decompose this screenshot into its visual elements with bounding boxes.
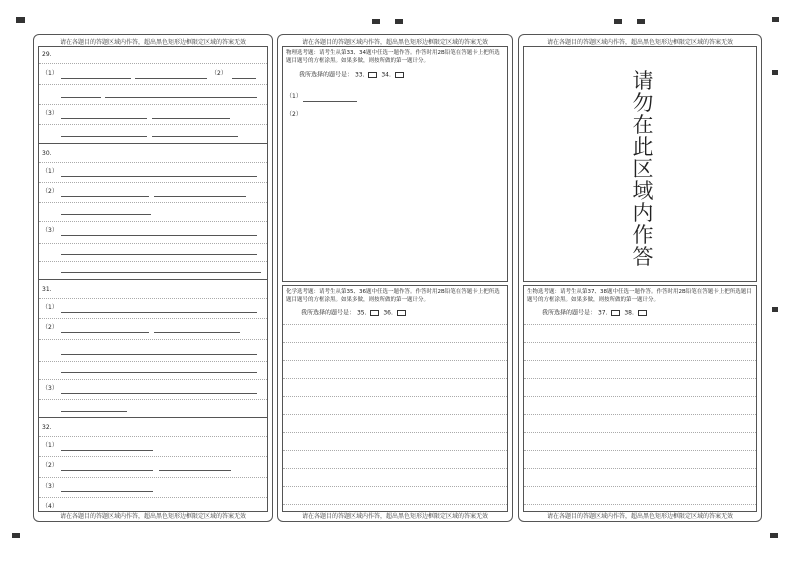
q32-answer-line[interactable] [61,470,153,471]
answer-line[interactable] [524,342,756,343]
divider [39,379,267,380]
no-answer-char: 请 [632,69,654,93]
physics-part-2-label: （2） [286,111,302,118]
q29-answer-line[interactable] [61,136,147,137]
physics-option-34-label: 34. [381,71,391,79]
answer-line[interactable] [283,396,507,397]
q29-answer-line[interactable] [152,118,230,119]
q29-part-2-label: （2） [211,70,227,77]
answer-line[interactable] [283,432,507,433]
answer-line[interactable] [524,450,756,451]
timing-mark [614,19,622,24]
q31-answer-line[interactable] [61,411,127,412]
q30-answer-line[interactable] [61,196,149,197]
option-36-checkbox[interactable] [397,310,406,316]
answer-line[interactable] [524,414,756,415]
q29-answer-line[interactable] [61,78,131,79]
physics-choice-label: 我所选择的题号是： [299,71,354,79]
section-divider [39,279,267,280]
no-answer-char: 内 [632,201,654,225]
q30-answer-line[interactable] [154,196,246,197]
biology-option-38-label: 38. [624,309,634,317]
chemistry-instructions: 化学选考题：请考生从第35、36题中任选一题作答。作答时用2B铅笔在答题卡上把所选题目题号的方框涂黑。如果多做，则按所做的第一题计分。 [286,289,500,303]
physics-choice-row [299,72,406,79]
q32-answer-line[interactable] [159,470,231,471]
timing-mark [395,19,403,24]
chemistry-option-35-label: 35. [356,309,367,317]
answer-line[interactable] [283,360,507,361]
divider [39,361,267,362]
column-notice-bottom: 请在各题目的答题区域内作答，超出黑色矩形边框限定区域的答案无效 [301,513,488,520]
answer-line[interactable] [283,414,507,415]
q29-part-3-label: （3） [42,110,58,117]
column-notice-top: 请在各题目的答题区域内作答，超出黑色矩形边框限定区域的答案无效 [301,39,488,46]
chemistry-choice-label: 我所选择的题号是： [301,309,356,317]
q29-answer-line[interactable] [105,97,257,98]
q31-part-1-label: （1） [42,304,58,311]
q29-answer-line[interactable] [232,78,256,79]
q30-answer-line[interactable] [61,176,257,177]
physics-part-1-label: （1） [286,93,302,100]
timing-mark [772,307,778,312]
question-number-32: 32. [42,424,52,431]
question-number-31: 31. [42,286,52,293]
divider [39,261,267,262]
option-33-checkbox[interactable] [368,72,377,78]
q31-part-3-label: （3） [42,385,58,392]
q31-answer-line[interactable] [61,393,257,394]
biology-option-37-label: 37. [597,309,608,317]
no-answer-char: 答 [632,245,654,269]
answer-line[interactable] [283,504,507,505]
answer-line[interactable] [524,504,756,505]
divider [39,182,267,183]
divider [39,124,267,125]
divider [39,318,267,319]
column-notice-bottom: 请在各题目的答题区域内作答，超出黑色矩形边框限定区域的答案无效 [546,513,733,520]
q32-part-1-label: （1） [42,442,58,449]
q32-part-4-label: （4） [42,503,58,510]
physics-instructions: 物理选考题：请考生从第33、34题中任选一题作答。作答时用2B铅笔在答题卡上把所选题目题号的方框涂黑。如果多做，则按所做的第一题计分。 [286,50,500,64]
divider [39,202,267,203]
divider [39,456,267,457]
q32-answer-line[interactable] [61,491,153,492]
q31-answer-line[interactable] [61,332,149,333]
timing-mark [637,19,645,24]
q30-answer-line[interactable] [61,214,151,215]
q29-answer-line[interactable] [61,118,147,119]
biology-choice-label: 我所选择的题号是： [542,309,597,317]
column-notice-top: 请在各题目的答题区域内作答，超出黑色矩形边框限定区域的答案无效 [59,39,246,46]
answer-line[interactable] [524,378,756,379]
divider [39,399,267,400]
q30-part-1-label: （1） [42,168,58,175]
divider [39,104,267,105]
option-35-checkbox[interactable] [370,310,379,316]
answer-line[interactable] [283,378,507,379]
answer-line[interactable] [283,450,507,451]
q30-part-2-label: （2） [42,188,58,195]
chemistry-answer-box [282,285,508,512]
no-answer-zone [523,46,757,282]
biology-instructions: 生物选考题：请考生从第37、38题中任选一题作答。作答时用2B铅笔在答题卡上把所选题目题号的方框涂黑。如果多做，则按所做的第一题计分。 [527,289,752,303]
no-answer-char: 勿 [632,91,654,115]
section-divider [39,417,267,418]
divider [39,298,267,299]
q29-answer-line[interactable] [61,97,101,98]
no-answer-zone-text [631,70,655,268]
answer-line[interactable] [283,342,507,343]
answer-line[interactable] [524,432,756,433]
timing-mark [372,19,380,24]
answer-line[interactable] [283,486,507,487]
no-answer-char: 作 [632,223,654,247]
q30-answer-line[interactable] [61,254,257,255]
q31-answer-line[interactable] [61,372,257,373]
q29-part-1-label: （1） [42,70,58,77]
option-38-checkbox[interactable] [638,310,647,316]
answer-column-1 [33,34,273,522]
timing-mark [772,17,779,22]
physics-answer-box [282,46,508,282]
chemistry-choice-row [301,310,408,317]
divider [39,477,267,478]
q29-answer-line[interactable] [135,78,207,79]
q31-part-2-label: （2） [42,324,58,331]
option-34-checkbox[interactable] [395,72,404,78]
answer-line[interactable] [283,324,507,325]
column-notice-bottom: 请在各题目的答题区域内作答，超出黑色矩形边框限定区域的答案无效 [59,513,246,520]
q30-answer-line[interactable] [61,272,261,273]
divider [39,221,267,222]
timing-mark [770,533,778,538]
physics-option-33-label: 33. [354,71,365,79]
no-answer-char: 此 [632,135,654,159]
q31-answer-line[interactable] [154,332,240,333]
physics-answer-line[interactable] [303,101,357,102]
divider [39,436,267,437]
chemistry-option-36-label: 36. [383,309,393,317]
q30-part-3-label: （3） [42,227,58,234]
biology-choice-row [542,310,649,317]
q30-answer-line[interactable] [61,235,257,236]
answer-column-2 [277,34,513,522]
section-divider [39,143,267,144]
q29-answer-line[interactable] [152,136,238,137]
timing-mark [772,70,778,75]
divider [39,339,267,340]
divider [39,63,267,64]
divider [39,84,267,85]
timing-mark [12,533,20,538]
column-notice-top: 请在各题目的答题区域内作答，超出黑色矩形边框限定区域的答案无效 [546,39,733,46]
answer-line[interactable] [524,486,756,487]
answer-box-29-32 [38,46,268,512]
answer-line[interactable] [524,468,756,469]
no-answer-char: 在 [632,113,654,137]
answer-line[interactable] [524,324,756,325]
q31-answer-line[interactable] [61,312,257,313]
answer-line[interactable] [283,468,507,469]
q32-answer-line[interactable] [61,450,153,451]
divider [39,243,267,244]
no-answer-char: 域 [632,179,654,203]
divider [39,497,267,498]
question-number-29: 29. [42,51,52,58]
question-number-30: 30. [42,150,52,157]
answer-line[interactable] [524,360,756,361]
no-answer-char: 区 [632,157,654,181]
option-37-checkbox[interactable] [611,310,620,316]
q31-answer-line[interactable] [61,354,257,355]
q32-part-3-label: （3） [42,483,58,490]
answer-line[interactable] [524,396,756,397]
answer-column-3 [518,34,762,522]
q32-part-2-label: （2） [42,462,58,469]
timing-mark [16,17,25,23]
biology-answer-box [523,285,757,512]
divider [39,162,267,163]
